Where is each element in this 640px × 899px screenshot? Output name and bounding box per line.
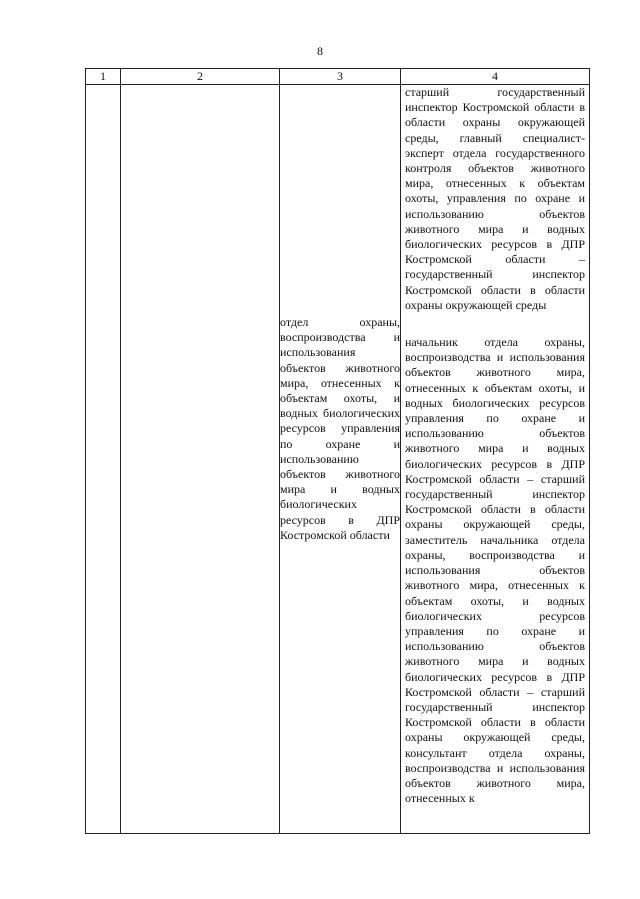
positions-table bbox=[85, 68, 590, 834]
positions-text-part1: старший государственный инспектор Костромской области в области охраны окружающей среды, главный специалист-эксперт отдела государственного контроля объектов животного мира, отнесенных к объектам охоты, управления по охране и использованию объектов животного мира и водных биологических ресурсов в ДПР Костромской области – государственный инспектор Костромской области в области охраны окружающей среды bbox=[405, 85, 585, 312]
table-row bbox=[86, 85, 590, 834]
column-header-2: 2 bbox=[121, 69, 280, 85]
table-header-row bbox=[86, 69, 590, 85]
column-header-3: 3 bbox=[280, 69, 401, 85]
cell-col3 bbox=[280, 85, 401, 834]
page-number: 8 bbox=[317, 44, 323, 58]
column-header-1: 1 bbox=[86, 69, 121, 85]
cell-col1 bbox=[86, 85, 121, 834]
cell-col2 bbox=[121, 85, 280, 834]
column-header-4: 4 bbox=[401, 69, 590, 85]
positions-text-part2: начальник отдела охраны, воспроизводства и использования объектов животного мира, отнесенных к объектам охоты, и водных биологических ресурсов управления по охране и использованию объектов животного мира и водных биологических ресурсов в ДПР Костромской области – старший государственный инспектор Костромской области в области охраны окружающей среды, заместитель начальника отдела охраны, воспроизводства и использования объектов животного мира, отнесенных к объектам охоты, и водных биологических ресурсов управления по охране и использованию объектов животного мира и водных биологических ресурсов в ДПР Костромской области – старший государственный инспектор Костромской области в области охраны окружающей среды, консультант отдела охраны, воспроизводства и использования объектов животного мира, отнесенных к bbox=[405, 335, 585, 806]
department-name: отдел охраны, воспроизводства и использования объектов животного мира, отнесенных к объектам охоты, и водных биологических ресурсов управления по охране и использованию объектов животного мира и водных биологических ресурсов в ДПР Костромской области bbox=[280, 315, 400, 542]
cell-col4 bbox=[401, 85, 590, 834]
